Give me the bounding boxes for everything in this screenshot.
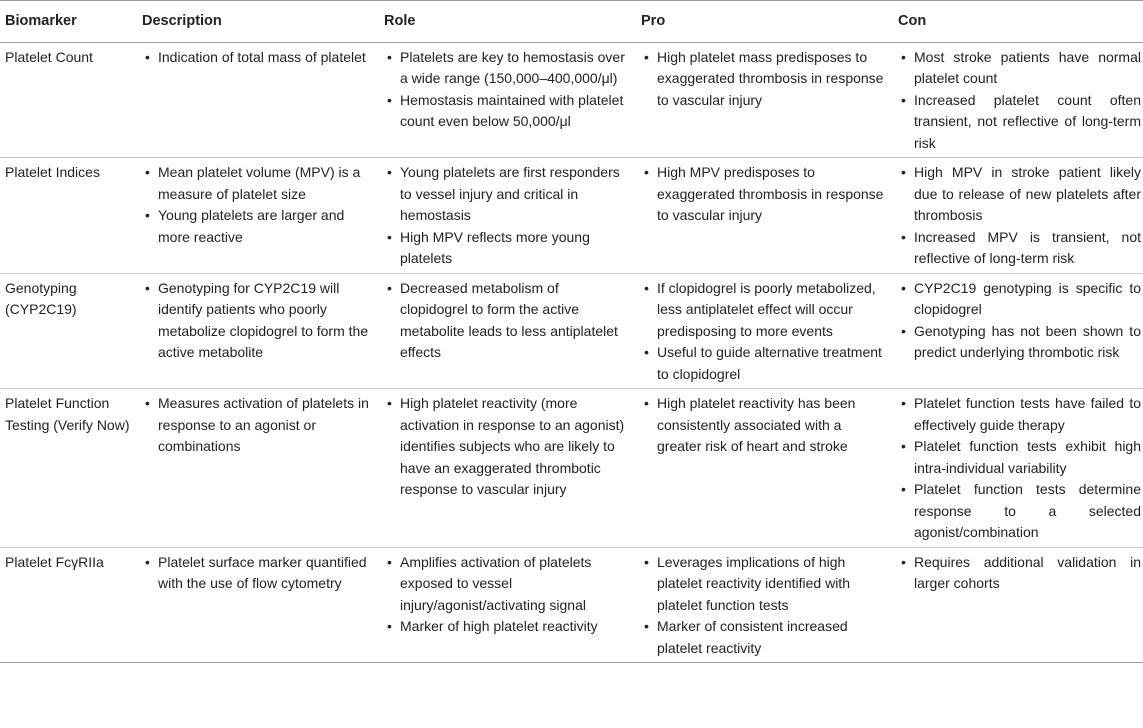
- pro-cell: [641, 389, 898, 548]
- list-item: • Amplifies activation of platelets exposed to vessel injury/agonist/activating signal: [384, 552, 641, 617]
- header-biomarker: Biomarker: [0, 1, 142, 43]
- table-row: [0, 42, 1143, 158]
- list-item: • CYP2C19 genotyping is specific to clopidogrel: [898, 278, 1143, 321]
- list-item: • High MPV predisposes to exaggerated thrombosis in response to vascular injury: [641, 162, 898, 227]
- header-row: [0, 1, 1143, 43]
- list-item: • High MPV in stroke patient likely due to release of new platelets after thrombosis: [898, 162, 1143, 227]
- con-cell: [898, 42, 1143, 158]
- list-item: • Genotyping for CYP2C19 will identify patients who poorly metabolize clopidogrel to form the active metabolite: [142, 278, 384, 364]
- role-cell: [384, 158, 641, 274]
- header-con: Con: [898, 1, 1143, 43]
- table-row: [0, 273, 1143, 389]
- role-cell: [384, 273, 641, 389]
- con-cell: [898, 389, 1143, 548]
- list-item: • Marker of consistent increased platelet reactivity: [641, 616, 898, 659]
- table-row: [0, 547, 1143, 663]
- biomarker-cell: Genotyping (CYP2C19): [0, 273, 142, 389]
- biomarker-cell: Platelet Count: [0, 42, 142, 158]
- list-item: • Useful to guide alternative treatment to clopidogrel: [641, 342, 898, 385]
- list-item: • Young platelets are first responders to vessel injury and critical in hemostasis: [384, 162, 641, 227]
- table-row: [0, 158, 1143, 274]
- list-item: • Indication of total mass of platelet: [142, 47, 384, 69]
- list-item: • Increased MPV is transient, not reflective of long-term risk: [898, 227, 1143, 270]
- list-item: • Mean platelet volume (MPV) is a measure of platelet size: [142, 162, 384, 205]
- list-item: • Measures activation of platelets in response to an agonist or combinations: [142, 393, 384, 458]
- role-cell: [384, 547, 641, 663]
- list-item: • High platelet reactivity (more activation in response to an agonist) identifies subjects who are likely to have an exaggerated thrombotic response to vascular injury: [384, 393, 641, 501]
- biomarker-cell: Platelet Function Testing (Verify Now): [0, 389, 142, 548]
- table-header: [0, 1, 1143, 43]
- con-cell: [898, 158, 1143, 274]
- list-item: • High platelet mass predisposes to exaggerated thrombosis in response to vascular injury: [641, 47, 898, 112]
- description-cell: [142, 273, 384, 389]
- header-pro: Pro: [641, 1, 898, 43]
- role-cell: [384, 42, 641, 158]
- con-cell: [898, 273, 1143, 389]
- table-row: [0, 389, 1143, 548]
- list-item: • Hemostasis maintained with platelet count even below 50,000/μl: [384, 90, 641, 133]
- pro-cell: [641, 273, 898, 389]
- list-item: • Platelet surface marker quantified with the use of flow cytometry: [142, 552, 384, 595]
- list-item: • If clopidogrel is poorly metabolized, less antiplatelet effect will occur predisposing to more events: [641, 278, 898, 343]
- biomarker-cell: Platelet FcγRIIa: [0, 547, 142, 663]
- list-item: • Requires additional validation in larger cohorts: [898, 552, 1143, 595]
- list-item: • Genotyping has not been shown to predict underlying thrombotic risk: [898, 321, 1143, 364]
- list-item: • Leverages implications of high platelet reactivity identified with platelet function tests: [641, 552, 898, 617]
- description-cell: [142, 158, 384, 274]
- header-description: Description: [142, 1, 384, 43]
- description-cell: [142, 389, 384, 548]
- description-cell: [142, 547, 384, 663]
- list-item: • Most stroke patients have normal platelet count: [898, 47, 1143, 90]
- description-cell: [142, 42, 384, 158]
- header-role: Role: [384, 1, 641, 43]
- list-item: • Decreased metabolism of clopidogrel to form the active metabolite leads to less antiplatelet effects: [384, 278, 641, 364]
- pro-cell: [641, 547, 898, 663]
- pro-cell: [641, 42, 898, 158]
- biomarker-cell: Platelet Indices: [0, 158, 142, 274]
- list-item: • Platelet function tests have failed to effectively guide therapy: [898, 393, 1143, 436]
- list-item: • Platelet function tests determine response to a selected agonist/combination: [898, 479, 1143, 544]
- list-item: • High MPV reflects more young platelets: [384, 227, 641, 270]
- pro-cell: [641, 158, 898, 274]
- list-item: • Young platelets are larger and more reactive: [142, 205, 384, 248]
- list-item: • Platelet function tests exhibit high intra-individual variability: [898, 436, 1143, 479]
- list-item: • Marker of high platelet reactivity: [384, 616, 641, 638]
- list-item: • High platelet reactivity has been consistently associated with a greater risk of heart and stroke: [641, 393, 898, 458]
- con-cell: [898, 547, 1143, 663]
- list-item: • Platelets are key to hemostasis over a wide range (150,000–400,000/μl): [384, 47, 641, 90]
- role-cell: [384, 389, 641, 548]
- list-item: • Increased platelet count often transient, not reflective of long-term risk: [898, 90, 1143, 155]
